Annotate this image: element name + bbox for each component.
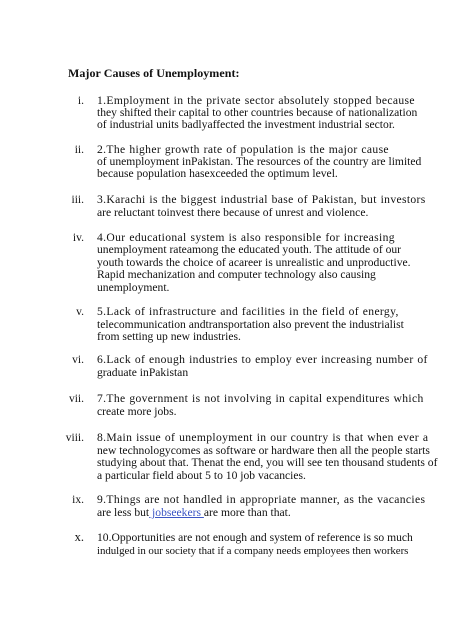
item-line: 10.Opportunities are not enough and system of reference is so much — [97, 531, 413, 544]
item-line: are reluctant toinvest there because of unrest and violence. — [97, 206, 369, 219]
item-line: 8.Main issue of unemployment in our country is that when ever a — [97, 431, 429, 444]
item-numeral: ii. — [74, 144, 84, 156]
item-line: youth towards the choice of acareer is unrealistic and unproductive. — [97, 256, 411, 269]
item-line: studying about that. Thenat the end, you will see ten thousand students of — [97, 456, 438, 469]
item-line: 4.Our educational system is also responsible for increasing — [97, 231, 395, 244]
jobseekers-link[interactable]: jobseekers — [149, 506, 204, 519]
item-numeral: iv. — [72, 232, 84, 244]
item-line: Rapid mechanization and computer technology also causing — [97, 268, 376, 281]
item-line: from setting up new industries. — [97, 330, 241, 343]
item-line: unemployment. — [97, 281, 170, 294]
item-line: 6.Lack of enough industries to employ ever increasing number of — [97, 353, 428, 366]
item-numeral: v. — [76, 306, 84, 318]
item-line: 5.Lack of infrastructure and facilities in the field of energy, — [97, 305, 399, 318]
item-line: of unemployment inPakistan. The resources of the country are limited — [97, 155, 422, 168]
item-line: a particular field about 5 to 10 job vacancies. — [97, 469, 306, 482]
item-line: telecommunication andtransportation also prevent the industrialist — [97, 318, 404, 331]
item-line: unemployment rateamong the educated youth. The attitude of our — [97, 243, 402, 256]
item-line: create more jobs. — [97, 405, 177, 418]
item-line: of industrial units badlyaffected the investment industrial sector. — [97, 118, 395, 131]
page-heading: Major Causes of Unemployment: — [68, 66, 240, 80]
item-numeral: iii. — [71, 194, 84, 206]
item-line: new technologycomes as software or hardware then all the people starts — [97, 444, 430, 457]
item-line: graduate inPakistan — [97, 366, 189, 379]
item-line: 9.Things are not handled in appropriate manner, as the vacancies — [97, 493, 426, 506]
item-numeral: ix. — [72, 494, 84, 506]
item-line: because population hasexceeded the optimum level. — [97, 167, 338, 180]
item-line: 3.Karachi is the biggest industrial base of Pakistan, but investors — [97, 193, 426, 206]
item-text-after-link: are more than that. — [203, 506, 291, 519]
item-text-before-link: are less but — [97, 506, 150, 519]
item-numeral: viii. — [65, 432, 84, 444]
item-numeral: i. — [77, 95, 84, 107]
item-line: indulged in our society that if a company needs employees then workers — [97, 545, 409, 557]
item-line: 7.The government is not involving in capital expenditures which — [97, 392, 424, 405]
item-line: they shifted their capital to other countries because of nationalization — [97, 106, 418, 119]
item-line: 1.Employment in the private sector absolutely stopped because — [97, 94, 415, 107]
item-numeral: vi. — [72, 354, 84, 366]
item-line — [97, 507, 291, 519]
item-line: 2.The higher growth rate of population is the major cause — [97, 143, 389, 156]
item-numeral: x. — [74, 530, 84, 544]
item-numeral: vii. — [68, 393, 84, 405]
